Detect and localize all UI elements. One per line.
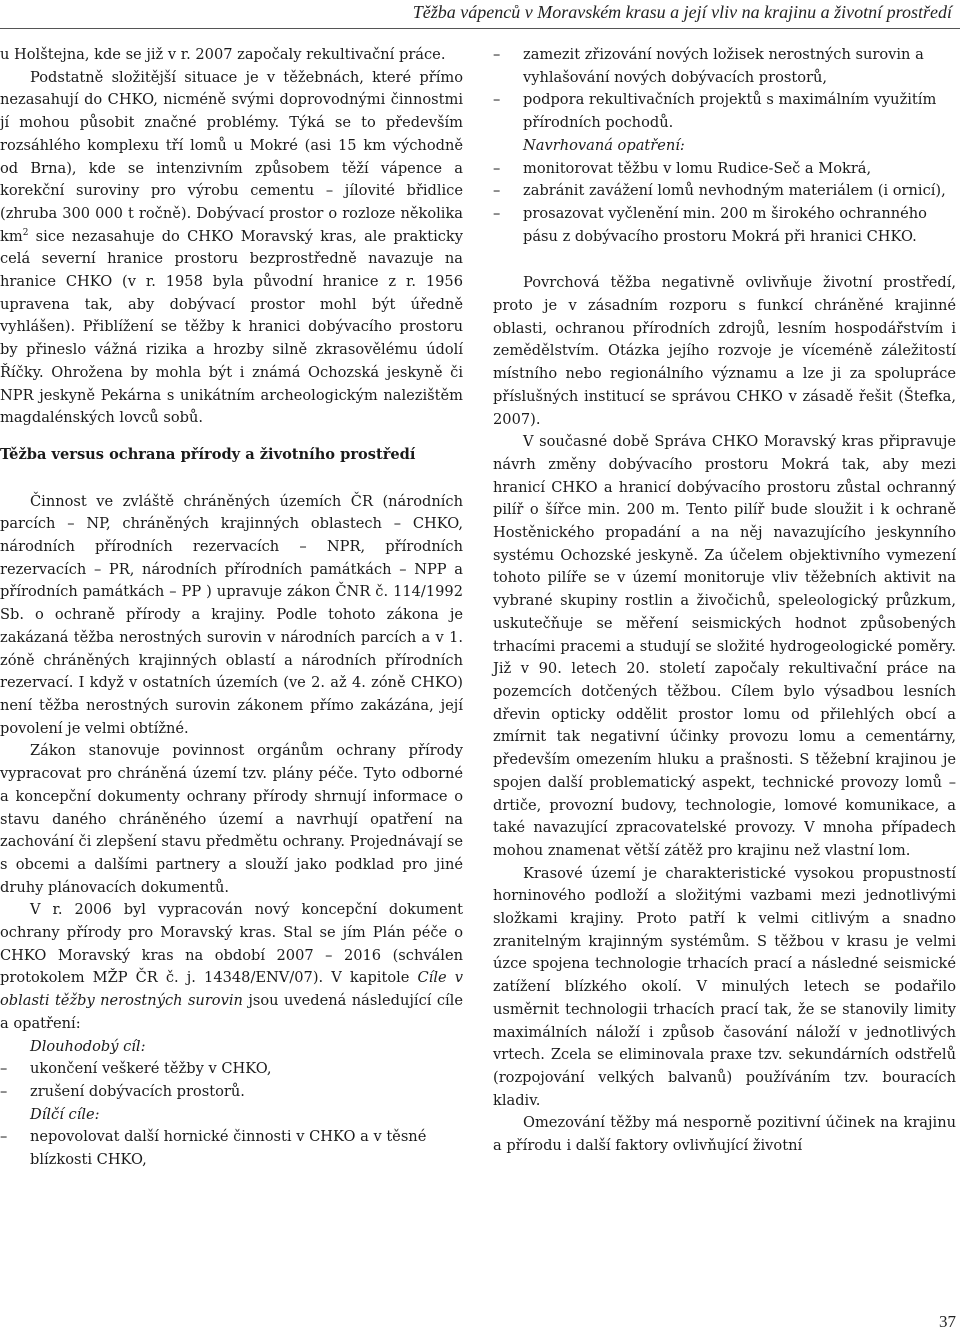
- running-header: Těžba vápenců v Moravském krasu a její vliv na krajinu a životní prostředí: [412, 2, 952, 22]
- header-rule: [0, 28, 960, 29]
- paragraph-text: sice nezasahuje do CHKO Moravský kras, ale prakticky celá severní hranice prostoru bezprostředně navazuje na hranice CHKO (v r. 1958 byla původní hranice z r. 1956 upravena tak, aby dobývací prostor mohl být úředně vyhlášen). Přiblížení se těžby k hranici dobývacího prostoru by přineslo vážná rizika a hrozby silně zkrasovělému údolí Říčky. Ohrožena by mohla být i známá Ochozská jeskyně či NPR jeskyně Pekárna s unikátním archeologickým nalezištěm magdalénských lovců sobů.: [0, 227, 463, 427]
- paragraph: Povrchová těžba negativně ovlivňuje životní prostředí, proto je v zásadním rozporu s funkcí chráněné krajinné oblasti, ochranou přírodních zdrojů, lesním hospodářstvím i zemědělstvím. Otázka jejího rozvoje je víceméně záležitostí místního nebo regionálního významu a lze ji za spolupráce příslušných institucí se správou CHKO v zásadě řešit (Štefka, 2007).: [493, 274, 956, 428]
- list-item: – nepovolovat další hornické činnosti v CHKO a v těsné blízkosti CHKO,: [0, 1126, 463, 1171]
- list-label: Dlouhodobý cíl:: [30, 1037, 146, 1055]
- list-label: Navrhovaná opatření:: [523, 136, 685, 154]
- paragraph: Zákon stanovuje povinnost orgánům ochrany přírody vypracovat pro chráněná území tzv. plány péče. Tyto odborné a koncepční dokumenty ochrany přírody shrnují informace o stavu daného chráněného území a navrhují opatření na zachování či zlepšení stavu předmětu ochrany. Projednávají se s obcemi a dalšími partnery a slouží jako podklad pro jiné druhy plánovacích dokumentů.: [0, 742, 463, 896]
- paragraph: [0, 67, 463, 430]
- paragraph-text: Podstatně složitější situace je v těžebnách, které přímo nezasahují do CHKO, nicméně svými doprovodnými činnostmi jí mohou působit značné problémy. Týká se to především rozsáhlého komplexu tří lomů u Mokré (asi 15 km východně od Brna), kde se intenzivním způsobem těží vápence a korekční suroviny pro výrobu cementu – jílovité břidlice (zhruba 300 000 t ročně). Dobývací prostor o rozloze několika km: [0, 68, 463, 245]
- paragraph: [0, 899, 463, 1035]
- paragraph: u Holštejna, kde se již v r. 2007 započaly rekultivační práce.: [0, 46, 446, 63]
- right-column: [493, 44, 956, 1158]
- page-number: 37: [939, 1312, 956, 1331]
- section-heading: Těžba versus ochrana přírody a životního prostředí: [0, 445, 416, 463]
- superscript: 2: [22, 227, 29, 238]
- paragraph-text: V r. 2006 byl vypracován nový koncepční dokument ochrany přírody pro Moravský kras. Stal se jím Plán péče o CHKO Moravský kras na období 2007 – 2016 (schválen protokolem MŽP ČR č. j. 14348/ENV/07). V kapitole: [0, 901, 463, 987]
- chapter-title: Cíle v oblasti těžby nerostných surovin: [0, 969, 463, 1010]
- paragraph: V současné době Správa CHKO Moravský kras připravuje návrh změny dobývacího prostoru Mokrá tak, aby mezi hranicí CHKO a hranicí dobývacího prostoru zůstal ochranný pilíř o šířce min. 200 m. Tento pilíř bude sloužit i k ochraně Hostěnického propadání a na něj navazujícího jeskynního systému Ochozské jeskyně. Za účelem objektivního vymezení tohoto pilíře se v území monitoruje vliv těžebních aktivit na vybrané skupiny rostlin a živočichů, speleologický průzkum, uskutečňuje se měření seismických hodnot způsobených trhacími pracemi a studují se složité hydrogeologické poměry. Již v 90. letech 20. století započaly rekultivační práce na pozemcích dotčených těžbou. Cílem bylo výsadbou lesních dřevin opticky oddělit prostor lomu od přilehlých obcí a zmírnit tak negativní účinky provozu lomu a cementárny, především omezením hluku a prašnosti. S těžební krajinou je spojen další problematický aspekt, technické provozy lomů – drtiče, provozní budovy, technologie, lomové komunikace, a také navazující zpracovatelské provozy. V mnoha případech mohou znamenat větší zátěž pro krajinu než vlastní lom.: [493, 433, 956, 859]
- long-term-goals-list: [0, 1058, 463, 1103]
- list-item: – ukončení veškeré těžby v CHKO,: [0, 1058, 463, 1081]
- paragraph: Omezování těžby má nesporně pozitivní účinek na krajinu a přírodu i další faktory ovlivňující životní: [493, 1114, 956, 1155]
- spacer: [493, 248, 956, 272]
- list-item: – zrušení dobývacích prostorů.: [0, 1081, 463, 1104]
- list-item: – prosazovat vyčlenění min. 200 m širokého ochranného pásu z dobývacího prostoru Mokrá při hranici CHKO.: [493, 203, 956, 248]
- paragraph: Krasové území je charakteristické vysokou propustností horninového podloží a složitými vazbami mezi jednotlivými složkami krajiny. Proto patří k velmi citlivým a snadno zranitelným krajinným systémům. S těžbou v krasu je velmi úzce spojena technologie trhacích prací a následné seismické zatížení blízkého okolí. V minulých letech se podařilo usměrnit technologii trhacích prací tak, že se stanovily limity maximálních náloží i způsob časování náloží v jednotlivých vrtech. Zcela se eliminovala praxe tzv. sekundárních odstřelů (rozpojování velkých balvanů) používáním tzv. bouracích kladiv.: [493, 864, 956, 1109]
- paragraph: Činnost ve zvláště chráněných územích ČR (národních parcích – NP, chráněných krajinných oblastech – CHKO, národních přírodních rezervacích – NPR, přírodních rezervacích – PR, národních přírodních památkách – NPP a přírodních památkách – PP ) upravuje zákon ČNR č. 114/1992 Sb. o ochraně přírody a krajiny. Podle tohoto zákona je zakázaná těžba nerostných surovin v národních parcích a v 1. zóně chráněných krajinných oblastí a národních přírodních rezervací. I když v ostatních územích (ve 2. až 4. zóně CHKO) není těžba nerostných surovin zákonem přímo zakázána, její povolení je velmi obtížné.: [0, 492, 463, 737]
- paragraph-text: jsou uvedená následující cíle a opatření:: [0, 992, 463, 1032]
- list-item: – monitorovat těžbu v lomu Rudice-Seč a Mokrá,: [493, 158, 956, 181]
- partial-goals-list-continued: [493, 44, 956, 135]
- list-label: Dílčí cíle:: [30, 1105, 100, 1123]
- list-item: – zamezit zřizování nových ložisek nerostných surovin a vyhlašování nových dobývacích prostorů,: [493, 44, 956, 89]
- list-item: – zabránit zavážení lomů nevhodným materiálem (i ornicí),: [493, 180, 956, 203]
- partial-goals-list: [0, 1126, 463, 1171]
- measures-list: [493, 158, 956, 249]
- list-item: – podpora rekultivačních projektů s maximálním využitím přírodních pochodů.: [493, 89, 956, 134]
- left-column: [0, 44, 463, 1172]
